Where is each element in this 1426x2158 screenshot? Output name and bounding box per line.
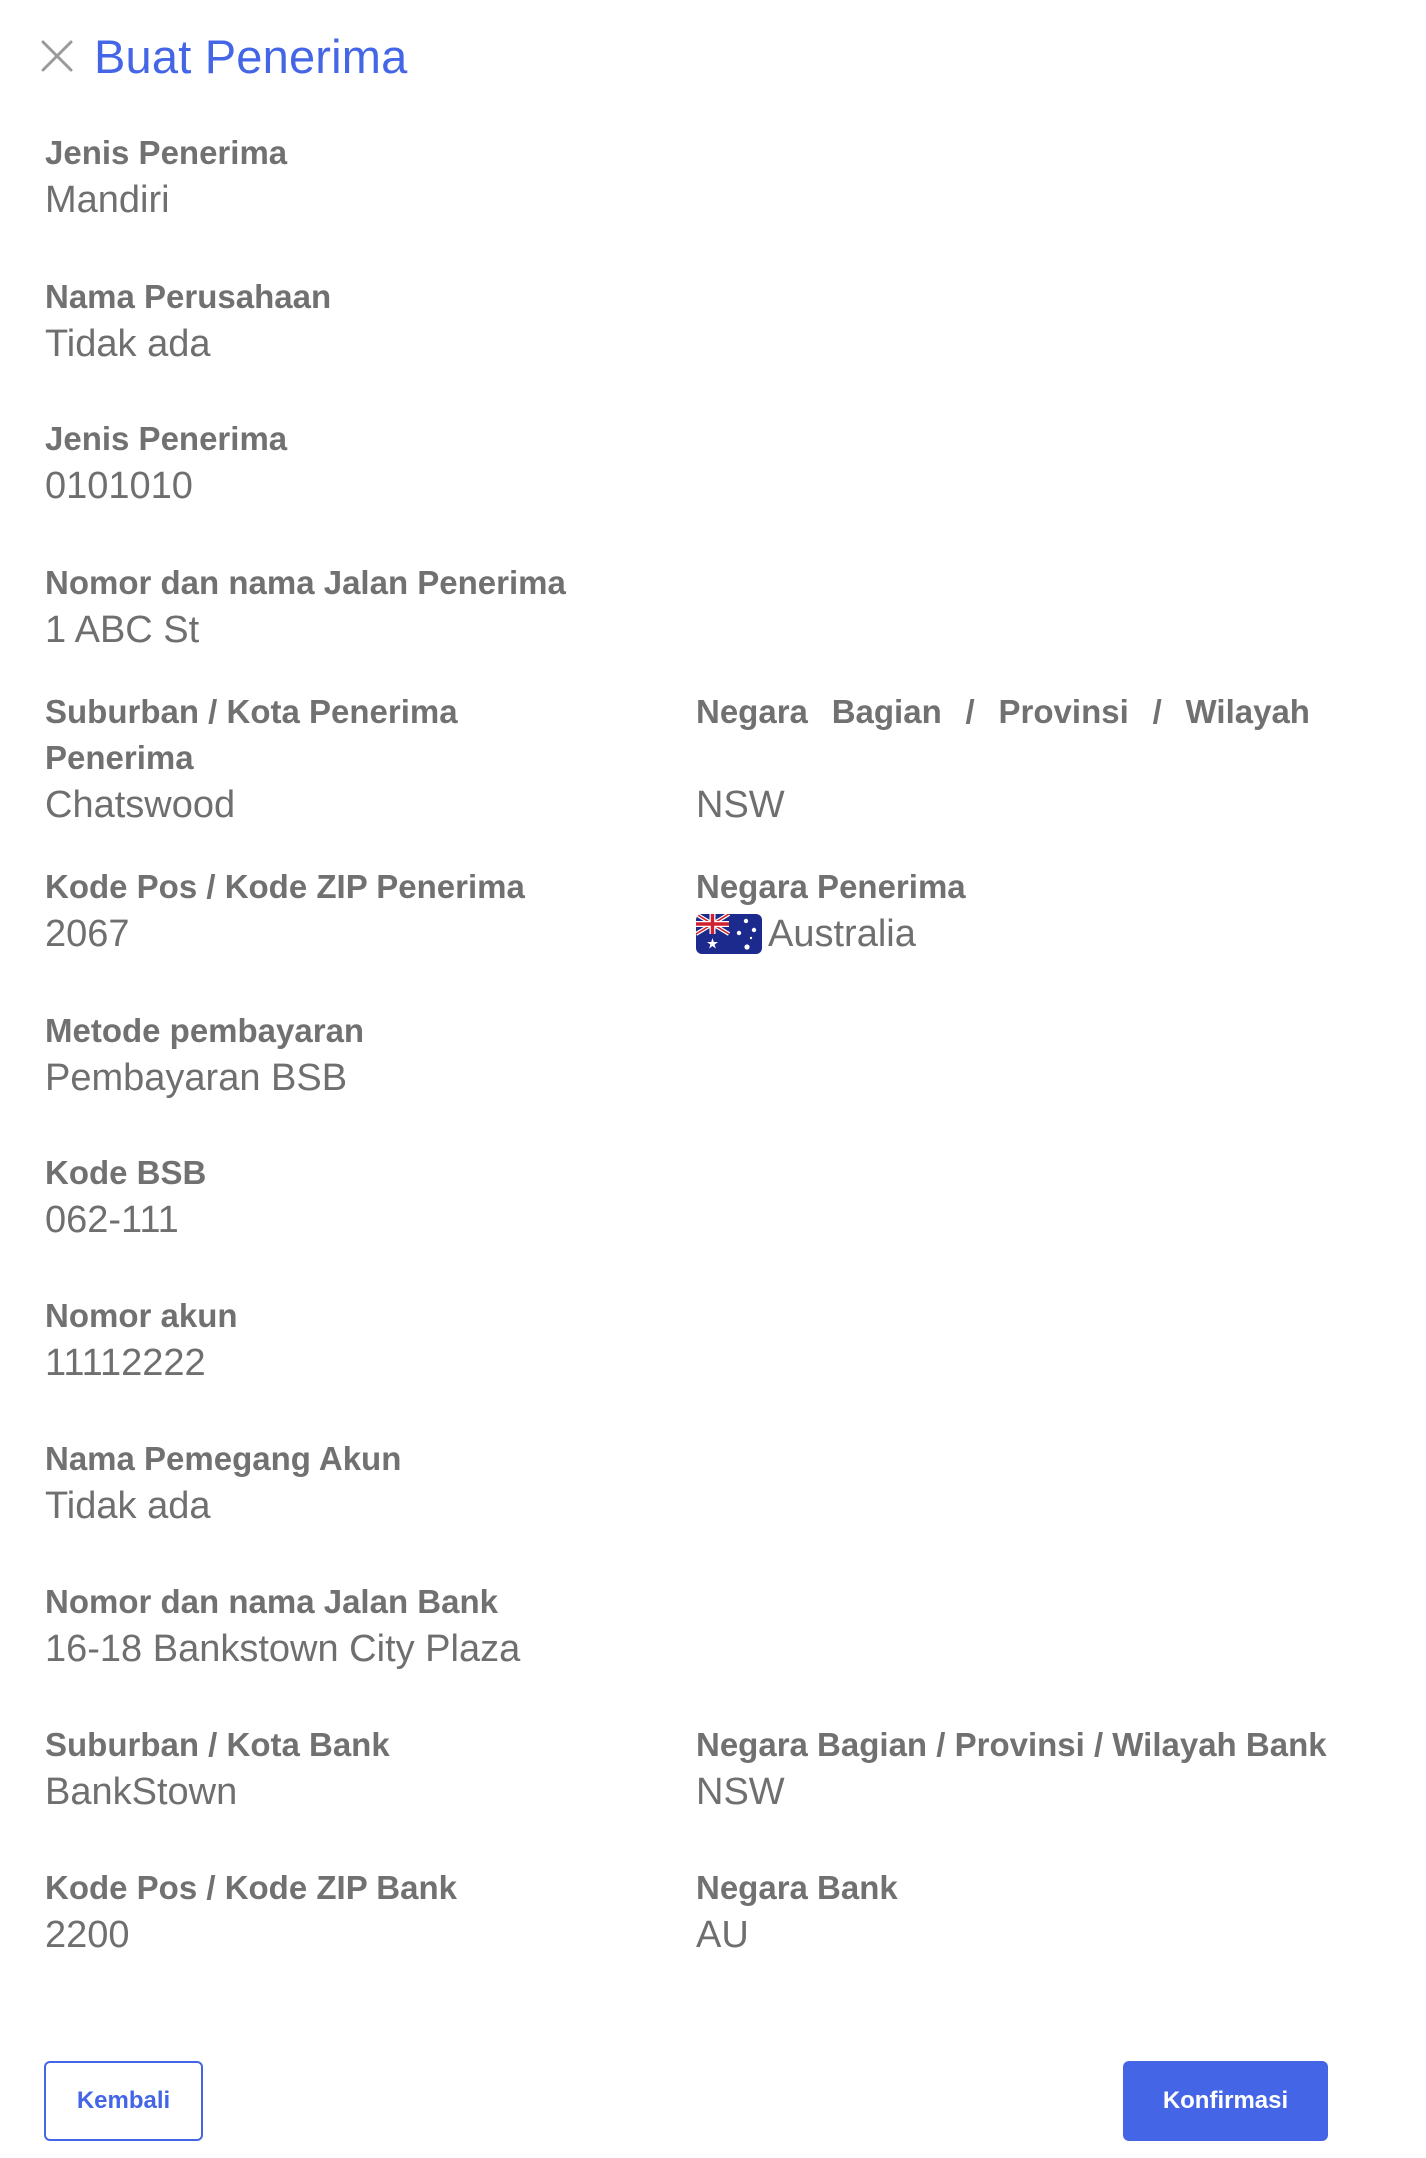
- field-bank-postcode: [45, 1865, 665, 1959]
- field-label: Metode pembayaran: [45, 1012, 365, 1049]
- label-word: Bagian: [831, 693, 942, 730]
- australia-flag-icon: [696, 914, 762, 954]
- field-label: Kode BSB: [45, 1154, 207, 1191]
- country-value: [696, 910, 1336, 958]
- field-value: 2067: [45, 913, 130, 955]
- field-label: Nama Perusahaan: [45, 278, 332, 315]
- field-value: Mandiri: [45, 179, 170, 221]
- field-bank-suburb: [45, 1722, 665, 1816]
- close-icon[interactable]: [36, 35, 78, 77]
- field-value: Tidak ada: [45, 323, 211, 365]
- field-account-number: [45, 1293, 665, 1387]
- field-bsb-code: [45, 1150, 665, 1244]
- field-label: Nomor akun: [45, 1297, 238, 1334]
- field-recipient-type: [45, 130, 665, 224]
- field-account-holder: [45, 1436, 665, 1530]
- field-value: 11112222: [45, 1342, 206, 1384]
- confirm-button[interactable]: Konfirmasi: [1123, 2061, 1328, 2141]
- label-word: Provinsi: [998, 693, 1129, 730]
- field-label-continued: Penerima: [45, 739, 194, 776]
- dialog-header: [36, 26, 408, 86]
- field-label: Negara Bank: [696, 1869, 898, 1906]
- field-bank-country: [696, 1865, 1336, 1959]
- field-value: NSW: [696, 784, 785, 826]
- field-recipient-suburb: [45, 689, 665, 829]
- field-value: AU: [696, 1914, 749, 1956]
- field-value: 16-18 Bankstown City Plaza: [45, 1628, 521, 1670]
- field-value: 1 ABC St: [45, 609, 200, 651]
- field-label: Nomor dan nama Jalan Penerima: [45, 564, 566, 601]
- field-value: Chatswood: [45, 784, 236, 826]
- field-label: Nama Pemegang Akun: [45, 1440, 402, 1477]
- field-recipient-type-2: [45, 416, 665, 510]
- field-bank-state: [696, 1722, 1336, 1816]
- field-value: 062-111: [45, 1199, 179, 1241]
- field-label: Jenis Penerima: [45, 134, 288, 171]
- field-recipient-country: [696, 864, 1336, 958]
- field-bank-street: [45, 1579, 665, 1673]
- label-word: /: [1152, 693, 1162, 730]
- field-label: Jenis Penerima: [45, 420, 288, 457]
- field-label: Negara Penerima: [696, 868, 966, 905]
- field-company-name: [45, 274, 665, 368]
- label-word: Negara: [696, 693, 808, 730]
- label-word: Wilayah: [1185, 693, 1310, 730]
- field-recipient-postcode: [45, 864, 665, 958]
- field-label: Kode Pos / Kode ZIP Penerima: [45, 868, 525, 905]
- field-value: 0101010: [45, 465, 193, 507]
- field-value: Australia: [768, 913, 916, 955]
- field-payment-method: [45, 1008, 665, 1102]
- field-value: Tidak ada: [45, 1485, 211, 1527]
- label-word: /: [965, 693, 975, 730]
- field-label: Suburban / Kota Penerima: [45, 693, 458, 730]
- field-recipient-street: [45, 560, 665, 654]
- field-label: Suburban / Kota Bank: [45, 1726, 390, 1763]
- field-value: 2200: [45, 1914, 130, 1956]
- field-label: Negara Bagian / Provinsi / Wilayah Bank: [696, 1726, 1327, 1763]
- label-spacer: [696, 735, 1336, 781]
- field-recipient-state: [696, 689, 1336, 829]
- field-value: NSW: [696, 1771, 785, 1813]
- page-title: Buat Penerima: [94, 29, 408, 83]
- field-label: [696, 689, 1310, 735]
- field-value: Pembayaran BSB: [45, 1057, 348, 1099]
- field-value: BankStown: [45, 1771, 238, 1813]
- field-label: Nomor dan nama Jalan Bank: [45, 1583, 498, 1620]
- back-button[interactable]: Kembali: [44, 2061, 203, 2141]
- field-label: Kode Pos / Kode ZIP Bank: [45, 1869, 457, 1906]
